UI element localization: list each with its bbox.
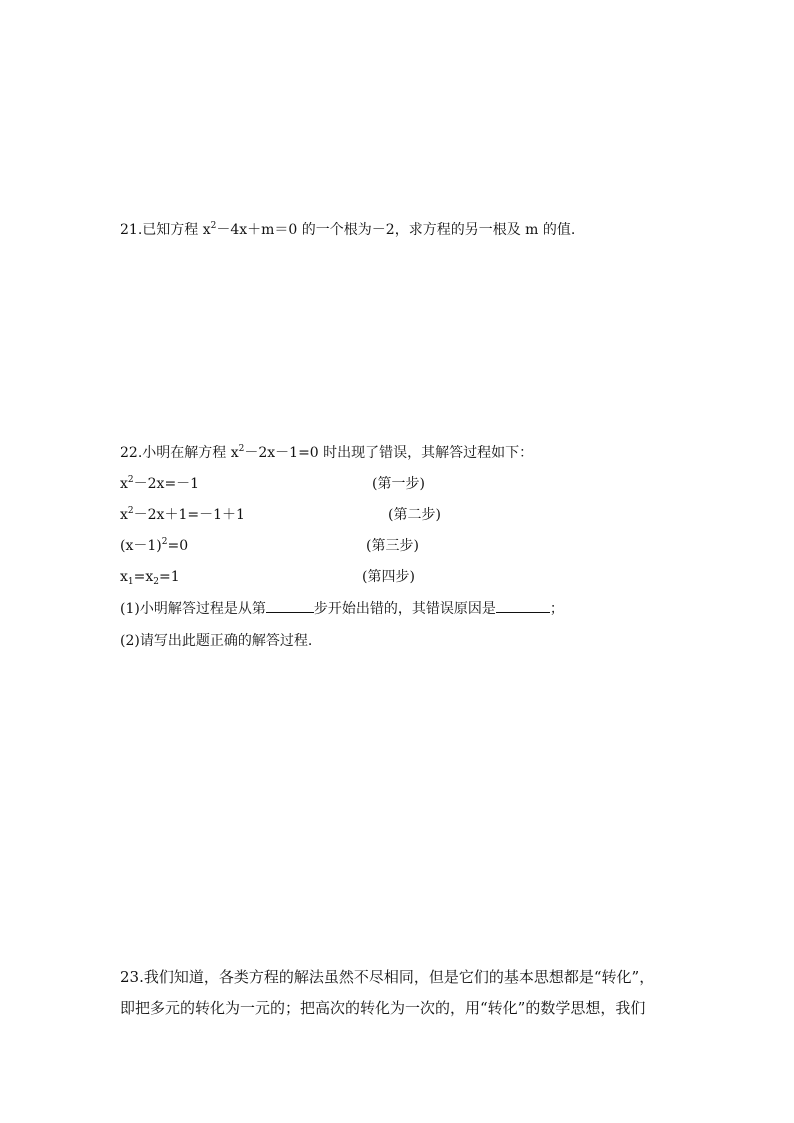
subscript: 2 <box>153 577 160 587</box>
solution-step-4 <box>120 567 180 587</box>
step-expression: =1 <box>159 569 180 585</box>
part-1-text: 步开始出错的，其错误原因是 <box>313 601 496 617</box>
step-expression: (x－1) <box>120 538 162 554</box>
question-23-line-2: 即把多元的转化为一元的；把高次的转化为一次的，用“转化”的数学思想，我们 <box>120 999 646 1017</box>
step-label-1: (第一步) <box>372 476 425 492</box>
solution-step-2 <box>120 505 245 525</box>
subscript: 1 <box>127 577 134 587</box>
question-23-line-1: 23.我们知道，各类方程的解法虽然不尽相同，但是它们的基本思想都是“转化”， <box>120 968 655 986</box>
solution-step-1 <box>120 474 199 494</box>
question-22-part-1 <box>120 598 564 619</box>
question-22-intro <box>120 443 533 463</box>
step-expression: x <box>120 476 128 492</box>
question-text: 小明在解方程 x <box>142 445 239 461</box>
exponent: 2 <box>127 475 134 485</box>
question-22-part-2: (2)请写出此题正确的解答过程. <box>120 633 313 649</box>
part-1-text: ； <box>549 601 564 617</box>
question-21 <box>120 220 575 240</box>
step-expression: x <box>120 569 128 585</box>
step-expression: －2x=－1 <box>133 476 200 492</box>
part-1-text: (1)小明解答过程是从第 <box>120 601 266 617</box>
step-label-3: (第三步) <box>366 538 419 554</box>
step-expression: =x <box>133 569 154 585</box>
exponent: 2 <box>127 506 134 516</box>
exponent: 2 <box>161 537 168 547</box>
step-label-2: (第二步) <box>388 507 441 523</box>
question-text: －2x－1=0 时出现了错误，其解答过程如下： <box>244 445 534 461</box>
exponent: 2 <box>238 444 245 454</box>
question-number: 21. <box>120 222 143 238</box>
step-expression: －2x＋1=－1＋1 <box>133 507 245 523</box>
question-number: 22. <box>120 445 143 461</box>
step-label-4: (第四步) <box>362 569 415 585</box>
question-text: 已知方程 x <box>142 222 211 238</box>
step-expression: x <box>120 507 128 523</box>
answer-blank-reason[interactable] <box>496 598 550 613</box>
solution-step-3 <box>120 536 188 556</box>
question-text: －4x＋m＝0 的一个根为－2，求方程的另一根及 m 的值. <box>216 222 576 238</box>
answer-blank-step[interactable] <box>266 598 314 613</box>
exponent: 2 <box>210 221 217 231</box>
step-expression: =0 <box>167 538 189 554</box>
